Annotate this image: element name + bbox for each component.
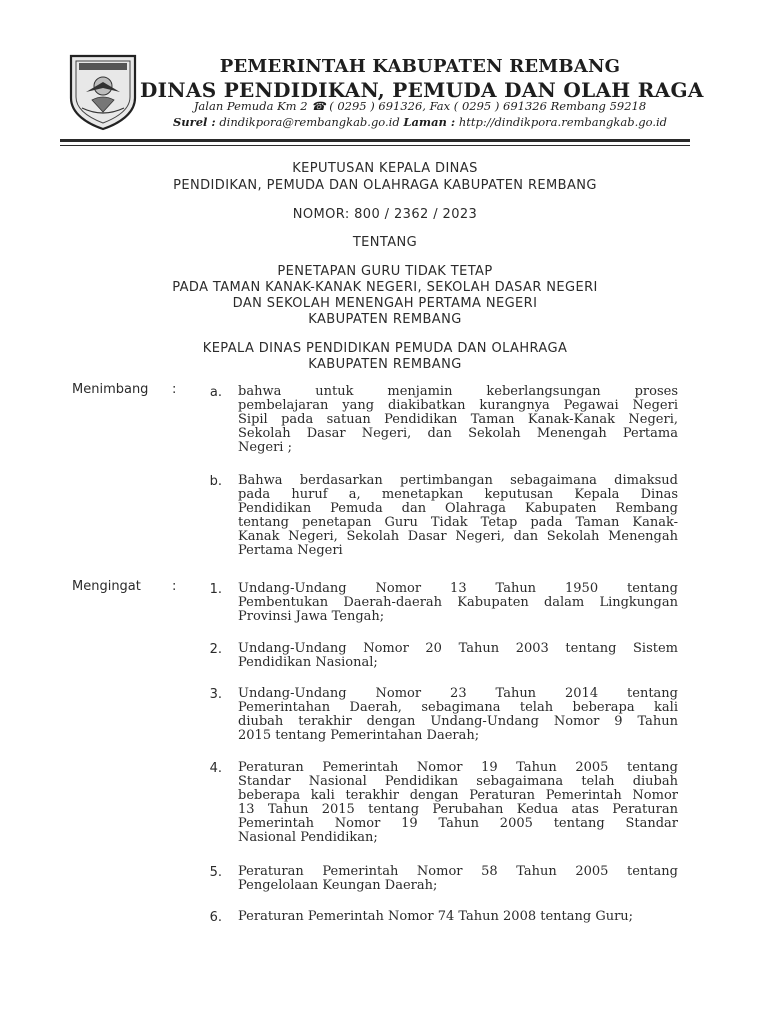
item-marker: b. [209, 474, 222, 489]
section-label-menimbang: Menimbang [72, 382, 149, 397]
section-colon: : [172, 382, 177, 397]
paragraph-line: bahwa untuk menjamin keberlangsungan proses [238, 385, 678, 399]
paragraph-line: pada huruf a, menetapkan keputusan Kepala Dinas [238, 488, 678, 502]
letterhead-government: PEMERINTAH KABUPATEN REMBANG [219, 56, 621, 77]
mengingat-item-1 [238, 582, 678, 624]
paragraph-line: Undang-Undang Nomor 13 Tahun 1950 tentang [238, 582, 678, 596]
mengingat-item-6 [238, 910, 678, 924]
menimbang-item-b [238, 474, 678, 558]
paragraph-line: Standar Nasional Pendidikan sebagaimana telah diubah [238, 775, 678, 789]
paragraph-line: Pengelolaan Keungan Daerah; [238, 879, 438, 893]
mengingat-item-5 [238, 865, 678, 893]
email-link[interactable]: dindikpora@rembangkab.go.id [219, 115, 400, 129]
item-marker: 4. [209, 761, 222, 776]
decree-subject-line: PADA TAMAN KANAK-KANAK NEGERI, SEKOLAH DASAR NEGERI [172, 280, 598, 295]
authority-line: KEPALA DINAS PENDIDIKAN PEMUDA DAN OLAHRAGA [202, 341, 568, 356]
mengingat-item-2 [238, 642, 678, 670]
letterhead-divider-thin [60, 145, 690, 146]
paragraph-line: Peraturan Pemerintah Nomor 74 Tahun 2008 tentang Guru; [238, 910, 634, 924]
mengingat-item-3 [238, 687, 678, 743]
paragraph-line: Pembentukan Daerah-daerah Kabupaten dalam Lingkungan [238, 596, 678, 610]
menimbang-item-a [238, 385, 678, 455]
paragraph-line: Pemerintahan Daerah, sebagimana telah beberapa kali [238, 701, 678, 715]
decree-title: KEPUTUSAN KEPALA DINAS [292, 161, 478, 176]
decree-subject-line: DAN SEKOLAH MENENGAH PERTAMA NEGERI [232, 296, 538, 311]
paragraph-line: Negeri ; [238, 441, 292, 455]
paragraph-line: 13 Tahun 2015 tentang Perubahan Kedua atas Peraturan [238, 803, 678, 817]
rembang-emblem-logo [66, 52, 140, 132]
authority-line: KABUPATEN REMBANG [308, 357, 462, 372]
paragraph-line: beberapa kali terakhir dengan Peraturan Pemerintah Nomor [238, 789, 678, 803]
paragraph-line: Undang-Undang Nomor 23 Tahun 2014 tentang [238, 687, 678, 701]
decree-about-label: TENTANG [352, 235, 418, 250]
paragraph-line: pembelajaran yang diakibatkan kurangnya Pegawai Negeri [238, 399, 678, 413]
section-colon: : [172, 579, 177, 594]
paragraph-line: Pemerintah Nomor 19 Tahun 2005 tentang Standar [238, 817, 678, 831]
paragraph-line: Peraturan Pemerintah Nomor 58 Tahun 2005 tentang [238, 865, 678, 879]
paragraph-line: 2015 tentang Pemerintahan Daerah; [238, 729, 480, 743]
item-marker: 3. [209, 687, 222, 702]
item-marker: 5. [209, 865, 222, 880]
paragraph-line: diubah terakhir dengan Undang-Undang Nomor 9 Tahun [238, 715, 678, 729]
paragraph-line: Nasional Pendidikan; [238, 831, 378, 845]
section-label-mengingat: Mengingat [72, 579, 141, 594]
decree-issuer: PENDIDIKAN, PEMUDA DAN OLAHRAGA KABUPATEN REMBANG [173, 178, 597, 193]
paragraph-line: Sekolah Dasar Negeri, dan Sekolah Menengah Pertama [238, 427, 678, 441]
paragraph-line: Pertama Negeri [238, 544, 343, 558]
letterhead-divider [60, 139, 690, 142]
letterhead-contact [140, 117, 700, 129]
paragraph-line: Pendidikan Nasional; [238, 656, 378, 670]
paragraph-line: Pendidikan Pemuda dan Olahraga Kabupaten Rembang [238, 502, 678, 516]
paragraph-line: Peraturan Pemerintah Nomor 19 Tahun 2005 tentang [238, 761, 678, 775]
decree-subject-line: PENETAPAN GURU TIDAK TETAP [277, 264, 493, 279]
paragraph-line: Kanak Negeri, Sekolah Dasar Negeri, dan Sekolah Menengah [238, 530, 678, 544]
mengingat-item-4 [238, 761, 678, 845]
item-marker: 6. [209, 910, 222, 925]
letterhead-address: Jalan Pemuda Km 2 ☎ ( 0295 ) 691326, Fax ( 0295 ) 691326 Rembang 59218 [193, 99, 647, 113]
email-label: Surel : [172, 115, 216, 129]
website-label: Laman : [403, 115, 456, 129]
paragraph-line: Sipil pada satuan Pendidikan Taman Kanak-Kanak Negeri, [238, 413, 678, 427]
item-marker: 2. [209, 642, 222, 657]
letterhead-department: DINAS PENDIDIKAN, PEMUDA DAN OLAH RAGA [140, 78, 704, 102]
item-marker: a. [209, 385, 222, 400]
paragraph-line: Bahwa berdasarkan pertimbangan sebagaimana dimaksud [238, 474, 678, 488]
paragraph-line: Undang-Undang Nomor 20 Tahun 2003 tentang Sistem [238, 642, 678, 656]
item-marker: 1. [209, 582, 222, 597]
decree-number: NOMOR: 800 / 2362 / 2023 [292, 207, 478, 222]
website-link[interactable]: http://dindikpora.rembangkab.go.id [458, 115, 668, 129]
paragraph-line: tentang penetapan Guru Tidak Tetap pada Taman Kanak- [238, 516, 678, 530]
paragraph-line: Provinsi Jawa Tengah; [238, 610, 385, 624]
decree-subject-line: KABUPATEN REMBANG [308, 312, 462, 327]
